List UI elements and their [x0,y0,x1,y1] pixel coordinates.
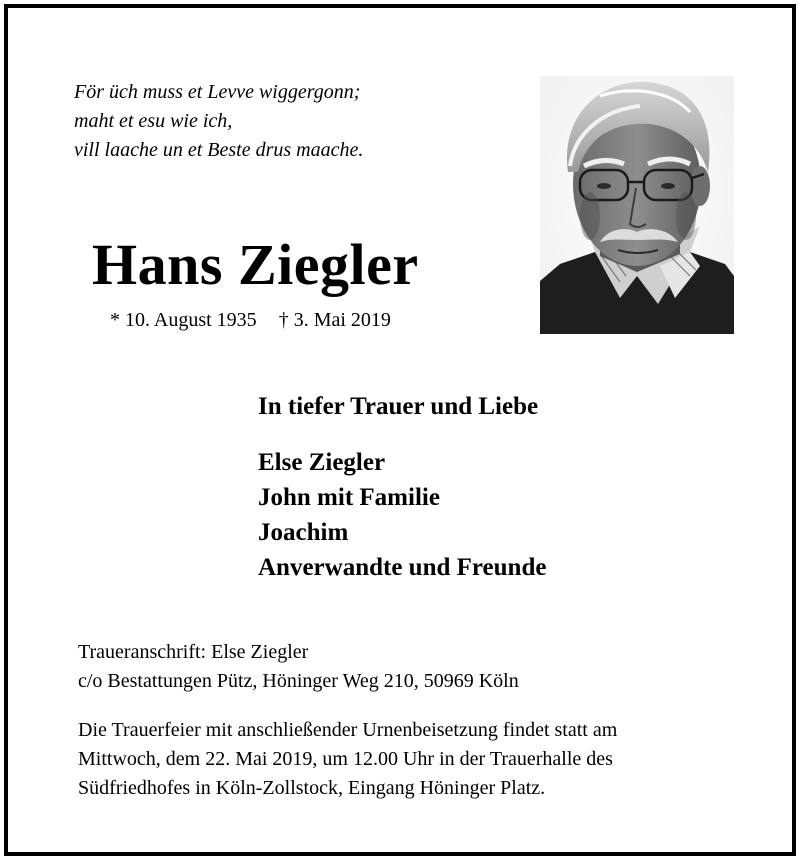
obituary-frame [4,4,796,856]
ceremony-line: Die Trauerfeier mit anschließender Urnenbeisetzung findet statt am [78,719,618,741]
mourner-name: John mit Familie [258,484,440,511]
ceremony-notice [78,716,748,803]
portrait-photo [540,76,734,334]
mourner-name: Else Ziegler [258,449,386,476]
poem-line: vill laache un et Beste drus maache. [74,139,364,161]
mourning-heading: In tiefer Trauer und Liebe [258,393,539,420]
mourners-list [258,445,546,585]
poem-line: maht et esu wie ich, [74,110,233,132]
poem [74,78,494,165]
life-dates [110,306,391,334]
ceremony-line: Mittwoch, dem 22. Mai 2019, um 12.00 Uhr in der Trauerhalle des [78,748,613,770]
mourner-name: Joachim [258,519,349,546]
mourner-name: Anverwandte und Freunde [258,554,547,581]
address-line: Traueranschrift: Else Ziegler [78,641,309,663]
death-date: † 3. Mai 2019 [278,309,391,331]
address-line: c/o Bestattungen Pütz, Höninger Weg 210, 50969 Köln [78,670,519,692]
ceremony-line: Südfriedhofes in Köln-Zollstock, Eingang Höninger Platz. [78,777,546,799]
poem-line: För üch muss et Levve wiggergonn; [74,81,361,103]
mourning-address [78,638,519,696]
deceased-name: Hans Ziegler [92,232,419,297]
birth-date: * 10. August 1935 [110,309,257,331]
